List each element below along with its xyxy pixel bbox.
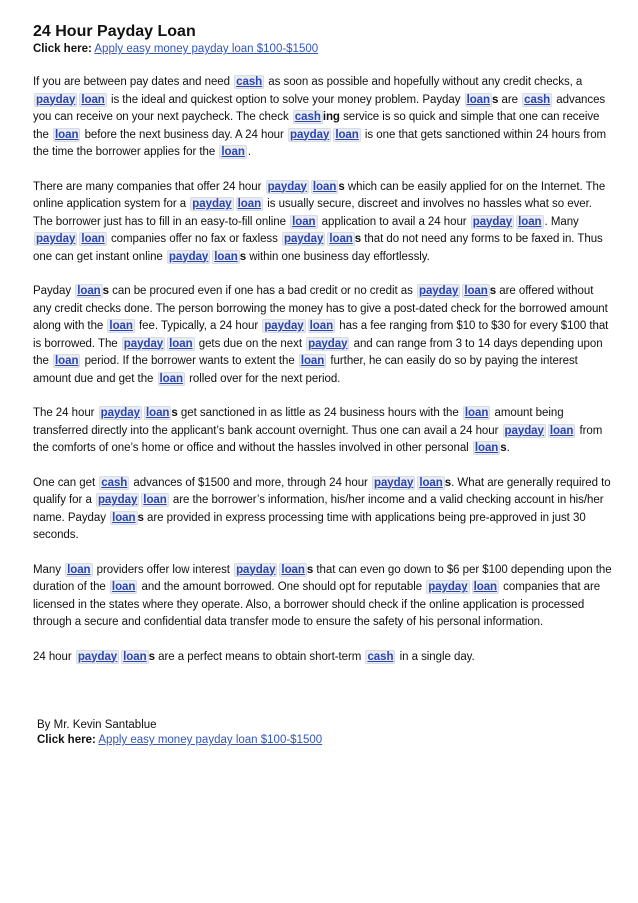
keyword-link-loan[interactable]: loan [419, 476, 443, 489]
keyword-link-loan[interactable]: loan [312, 180, 337, 193]
text-run: The 24 hour [33, 407, 98, 419]
text-run: can be procured even if one has a bad credit or no credit as [109, 285, 416, 297]
keyword-link-loan[interactable]: loan [474, 442, 499, 454]
keyword-link-loan[interactable]: loan [292, 215, 316, 228]
paragraph-spacer [33, 162, 614, 179]
paragraph-spacer [33, 632, 614, 649]
article-paragraph [33, 179, 614, 267]
keyword-link-payday[interactable]: payday [192, 198, 232, 210]
keyword-suffix: s [500, 442, 507, 454]
keyword-link-payday[interactable]: payday [100, 407, 140, 419]
keyword-link-loan[interactable]: loan [67, 563, 91, 576]
keyword-link-payday[interactable]: payday [289, 128, 330, 141]
keyword-link-loan[interactable]: loan [109, 320, 133, 332]
text-run: . What are generally required to qualify for a [33, 476, 611, 506]
text-run: rolled over for the next period. [185, 372, 341, 385]
text-run: is one that gets sanctioned within 24 hours from the time the borrower applies for the [33, 128, 607, 158]
text-run: . [247, 146, 252, 158]
text-run: fee. Typically, a 24 hour [135, 320, 262, 332]
text-run: providers offer low interest [93, 563, 234, 576]
text-run: are the borrower’s information, his/her income and a valid checking account in his/her name. Payday [33, 494, 604, 524]
keyword-link-payday[interactable]: payday [264, 320, 304, 332]
click-here-label: Click here: [33, 43, 92, 55]
text-run: There are many companies that offer 24 hour [33, 180, 265, 193]
keyword-link-loan[interactable]: loan [214, 250, 238, 263]
paragraph-spacer [33, 388, 614, 405]
keyword-suffix: s [306, 563, 314, 576]
apply-link-top[interactable]: Apply easy money payday loan $100-$1500 [94, 43, 319, 55]
text-run: in a single day. [396, 650, 475, 663]
article-body [33, 74, 614, 666]
keyword-link-cash[interactable]: cash [236, 76, 263, 88]
keyword-link-loan[interactable]: loan [111, 581, 136, 593]
text-run: get sanctioned in as little as 24 business hours with the [177, 407, 462, 419]
text-run: and the amount borrowed. One should opt for reputable [138, 581, 426, 593]
text-run: amount being transferred directly into the applicant’s bank account overnight. Thus one can avail a 24 hour [33, 407, 564, 437]
keyword-link-loan[interactable]: loan [335, 128, 359, 141]
article-paragraph [33, 562, 614, 632]
keyword-link-payday[interactable]: payday [168, 250, 209, 263]
keyword-link-loan[interactable]: loan [143, 494, 167, 506]
keyword-link-payday[interactable]: payday [77, 650, 118, 663]
text-run: Many [33, 563, 65, 576]
keyword-link-loan[interactable]: loan [81, 233, 105, 245]
keyword-link-loan[interactable]: loan [123, 650, 147, 663]
keyword-link-loan[interactable]: loan [518, 215, 542, 228]
keyword-link-payday[interactable]: payday [373, 476, 414, 489]
keyword-link-payday[interactable]: payday [97, 494, 138, 506]
article-paragraph [33, 405, 614, 458]
keyword-link-cash[interactable]: cash [524, 93, 551, 106]
text-run: service is so quick and simple that one can receive the [33, 111, 600, 141]
text-run: companies offer no fax or faxless [107, 233, 281, 245]
text-run: before the next business day. A 24 hour [81, 128, 287, 141]
keyword-link-loan[interactable]: loan [77, 285, 101, 297]
author-line [33, 718, 614, 733]
text-run: 24 hour [33, 650, 75, 663]
text-run: is the ideal and quickest option to solve your money problem. Payday [107, 93, 464, 106]
keyword-link-loan[interactable]: loan [464, 285, 488, 297]
article-paragraph [33, 283, 614, 388]
text-run: and can range from 3 to 14 days depending upon the [33, 337, 603, 367]
article-paragraph [33, 649, 614, 667]
article-paragraph [33, 475, 614, 545]
keyword-suffix: s [239, 250, 247, 263]
keyword-link-cash[interactable]: cash [294, 111, 321, 123]
spacer [33, 57, 614, 74]
text-run: Payday [33, 285, 75, 297]
text-run: within one business day effortlessly. [246, 250, 430, 263]
keyword-suffix: s [489, 285, 497, 297]
keyword-suffix: s [338, 180, 345, 193]
keyword-link-cash[interactable]: cash [367, 650, 394, 663]
keyword-link-payday[interactable]: payday [267, 180, 307, 193]
text-run: application to avail a 24 hour [318, 215, 470, 228]
footer-link-line [33, 733, 614, 748]
keyword-suffix: s [444, 476, 452, 489]
paragraph-spacer [33, 545, 614, 562]
keyword-link-loan[interactable]: loan [112, 511, 136, 524]
header-link-line [33, 42, 614, 57]
keyword-link-loan[interactable]: loan [473, 581, 498, 593]
keyword-link-payday[interactable]: payday [472, 215, 513, 228]
text-run: companies that are licensed in the states where they operate. Also, a borrower should check if the online application is processed through a secure and confidential data transfer mode to ensure the safety of his personal information. [33, 581, 601, 628]
text-run: One can get [33, 476, 99, 489]
page-title: 24 Hour Payday Loan [33, 23, 196, 40]
text-run: . [506, 442, 510, 454]
paragraph-spacer [33, 266, 614, 283]
text-run: advances you can receive on your next paycheck. The check [33, 93, 606, 123]
keyword-link-loan[interactable]: loan [309, 320, 334, 332]
keyword-suffix: s [171, 407, 178, 419]
article-paragraph [33, 74, 614, 162]
text-run: has a fee ranging from $10 to $30 for every $100 that is borrowed. The [33, 320, 609, 350]
keyword-link-payday[interactable]: payday [308, 337, 348, 350]
keyword-link-loan[interactable]: loan [281, 563, 305, 576]
keyword-suffix: s [492, 93, 499, 106]
text-run: gets due on the next [195, 337, 306, 350]
keyword-suffix: s [148, 650, 155, 663]
keyword-link-loan[interactable]: loan [464, 407, 489, 419]
text-run: that do not need any forms to be faxed in. Thus one can get instant online [33, 233, 603, 263]
keyword-link-loan[interactable]: loan [466, 93, 491, 106]
keyword-suffix: s [354, 233, 362, 245]
text-run: as soon as possible and hopefully without any credit checks, a [265, 76, 583, 88]
keyword-link-payday[interactable]: payday [428, 581, 468, 593]
author-name: By Mr. Kevin Santablue [37, 719, 157, 731]
keyword-suffix: s [137, 511, 144, 524]
text-run: are [498, 93, 522, 106]
text-run: from the comforts of one’s home or office and without the hassles involved in other personal [33, 424, 603, 454]
keyword-link-loan[interactable]: loan [145, 407, 170, 419]
text-run: advances of $1500 and more, through 24 hour [130, 476, 371, 489]
keyword-link-loan[interactable]: loan [159, 372, 183, 385]
keyword-link-loan[interactable]: loan [54, 355, 79, 367]
keyword-link-loan[interactable]: loan [81, 93, 105, 106]
keyword-suffix: ing [322, 111, 340, 123]
text-run: are offered without any credit checks done. The person borrowing the money has to give a post-dated check for the borrowed amount along with the [33, 285, 608, 332]
keyword-link-payday[interactable]: payday [418, 285, 459, 297]
keyword-link-loan[interactable]: loan [169, 337, 193, 350]
text-run: If you are between pay dates and need [33, 76, 234, 88]
apply-link-bottom[interactable]: Apply easy money payday loan $100-$1500 [98, 734, 323, 746]
text-run: that can even go down to $6 per $100 depending upon the duration of the [33, 563, 612, 593]
text-run: period. If the borrower wants to extent the [81, 355, 298, 367]
keyword-link-loan[interactable]: loan [329, 233, 353, 245]
click-here-label-footer: Click here: [37, 734, 96, 746]
keyword-link-payday[interactable]: payday [236, 563, 276, 576]
keyword-link-cash[interactable]: cash [101, 476, 128, 489]
text-run: are a perfect means to obtain short-term [154, 650, 365, 663]
keyword-link-payday[interactable]: payday [283, 233, 324, 245]
text-run: are provided in express processing time with applications being pre-approved in just 30 seconds. [33, 511, 586, 541]
spacer [33, 666, 614, 718]
paragraph-spacer [33, 458, 614, 475]
keyword-link-loan[interactable]: loan [54, 128, 79, 141]
keyword-link-loan[interactable]: loan [549, 424, 574, 437]
text-run: . Many [544, 215, 579, 228]
keyword-link-payday[interactable]: payday [504, 424, 544, 437]
text-run: which can be easily applied for on the Internet. The online application system for a [33, 180, 606, 210]
keyword-link-payday[interactable]: payday [36, 233, 76, 245]
keyword-link-loan[interactable]: loan [221, 146, 245, 158]
keyword-suffix: s [102, 285, 110, 297]
keyword-link-loan[interactable]: loan [237, 198, 262, 210]
keyword-link-loan[interactable]: loan [300, 355, 325, 367]
keyword-link-payday[interactable]: payday [36, 93, 76, 106]
text-run: further, he can easily do so by paying the interest amount due and get the [33, 355, 578, 385]
keyword-link-payday[interactable]: payday [123, 337, 164, 350]
text-run: is usually secure, discreet and involves no hassles what so ever. The borrower just has to fill in an easy-to-fill online [33, 198, 592, 228]
